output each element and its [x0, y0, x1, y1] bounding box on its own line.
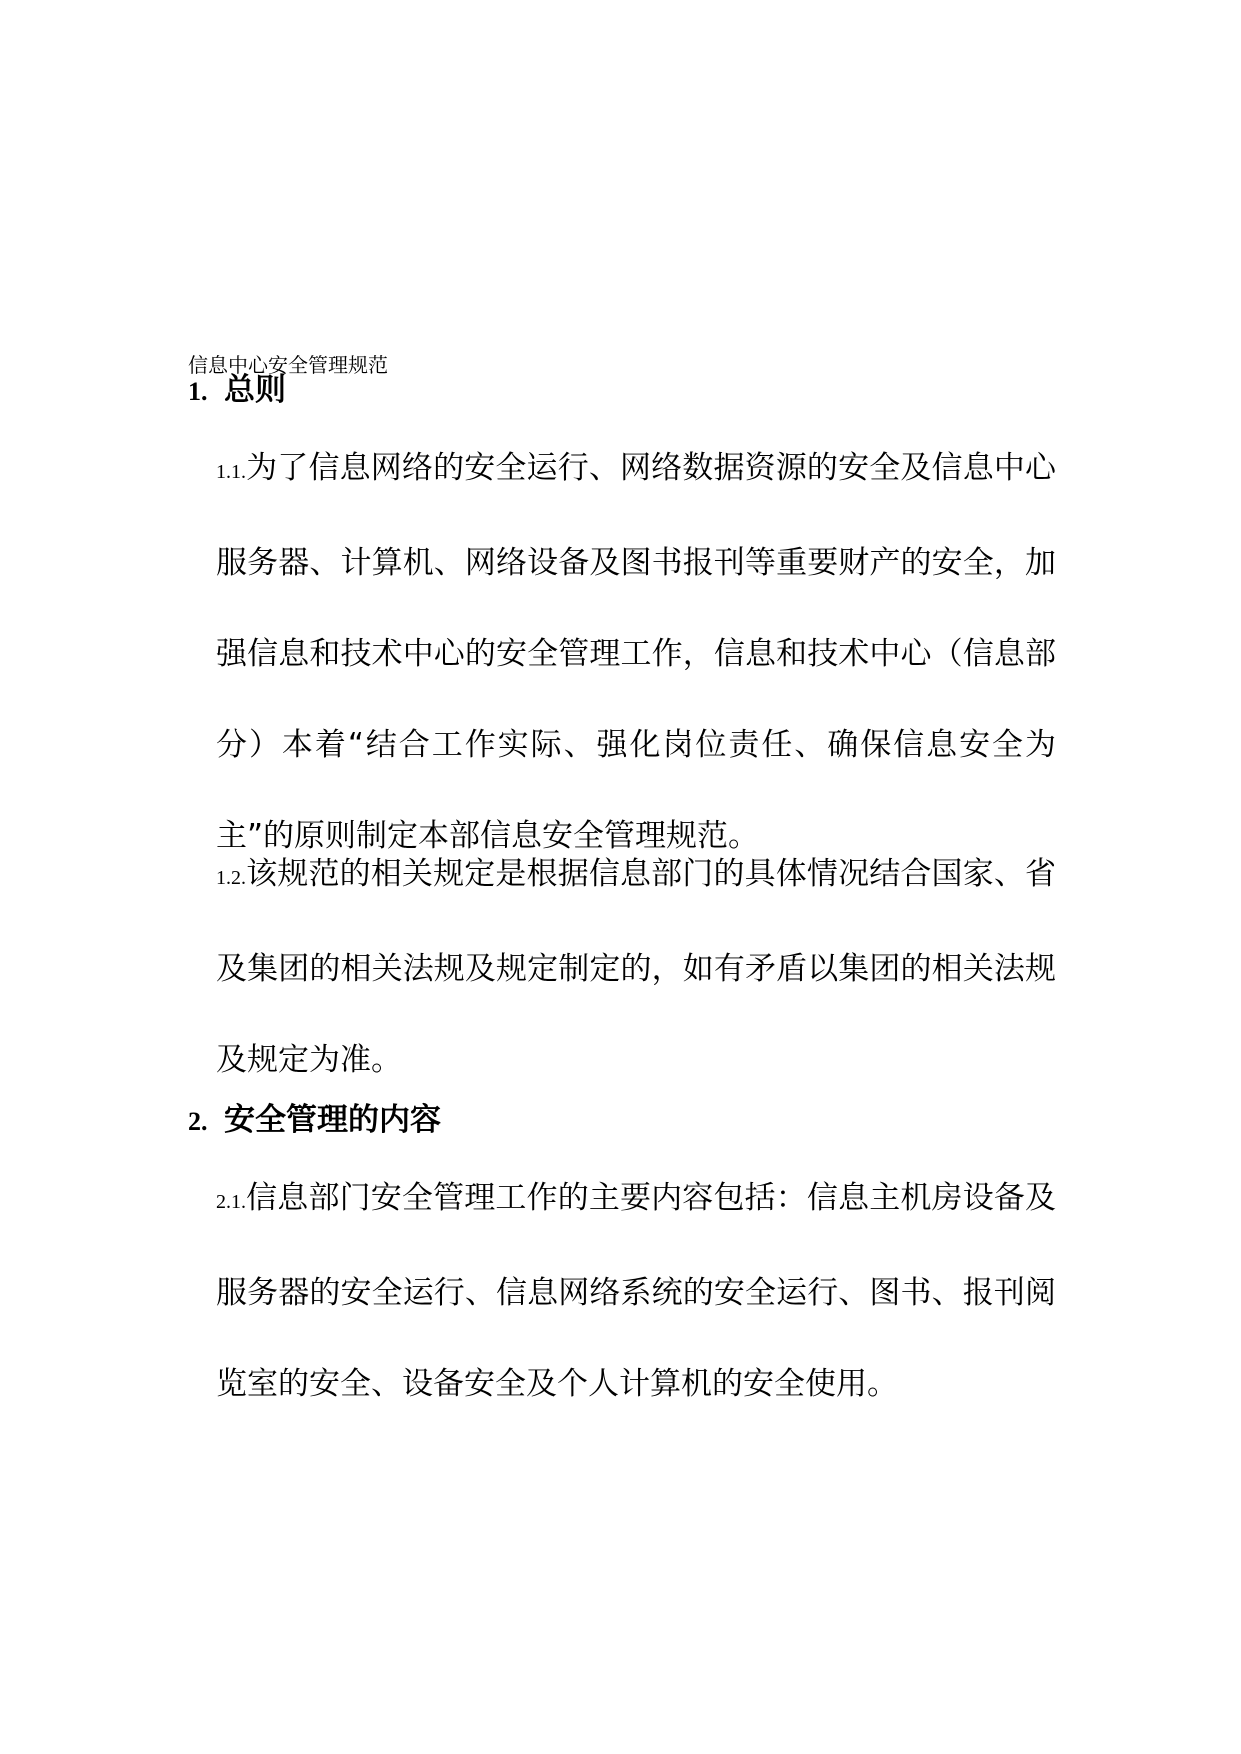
paragraph-2-1: [216, 1153, 1056, 1430]
paragraph-2-1-number: 2.1.: [216, 1191, 246, 1213]
paragraph-1-1: [216, 423, 1056, 882]
paragraph-1-1-number: 1.1.: [216, 461, 246, 483]
paragraph-1-2-number: 1.2.: [216, 867, 246, 889]
section-1-heading: [188, 370, 286, 412]
document-title: 信息中心安全管理规范: [188, 353, 388, 377]
section-2-heading: [188, 1100, 441, 1142]
section-2-number: 2.: [188, 1107, 208, 1136]
paragraph-1-2-text: 该规范的相关规定是根据信息部门的具体情况结合国家、省及集团的相关法规及规定制定的，如有矛盾以集团的相关法规及规定为准。: [216, 856, 1056, 1078]
paragraph-2-1-text: 信息部门安全管理工作的主要内容包括：信息主机房设备及服务器的安全运行、信息网络系统的安全运行、图书、报刊阅览室的安全、设备安全及个人计算机的安全使用。: [216, 1180, 1056, 1402]
section-2-title: 安全管理的内容: [224, 1102, 441, 1138]
paragraph-1-2: [216, 829, 1056, 1106]
paragraph-1-1-text: 为了信息网络的安全运行、网络数据资源的安全及信息中心服务器、计算机、网络设备及图书报刊等重要财产的安全，加强信息和技术中心的安全管理工作，信息和技术中心（信息部分）本着“结合工作实际、强化岗位责任、确保信息安全为主”的原则制定本部信息安全管理规范。: [216, 450, 1056, 854]
section-1-title: 总则: [224, 372, 286, 408]
section-1-number: 1.: [188, 377, 208, 406]
